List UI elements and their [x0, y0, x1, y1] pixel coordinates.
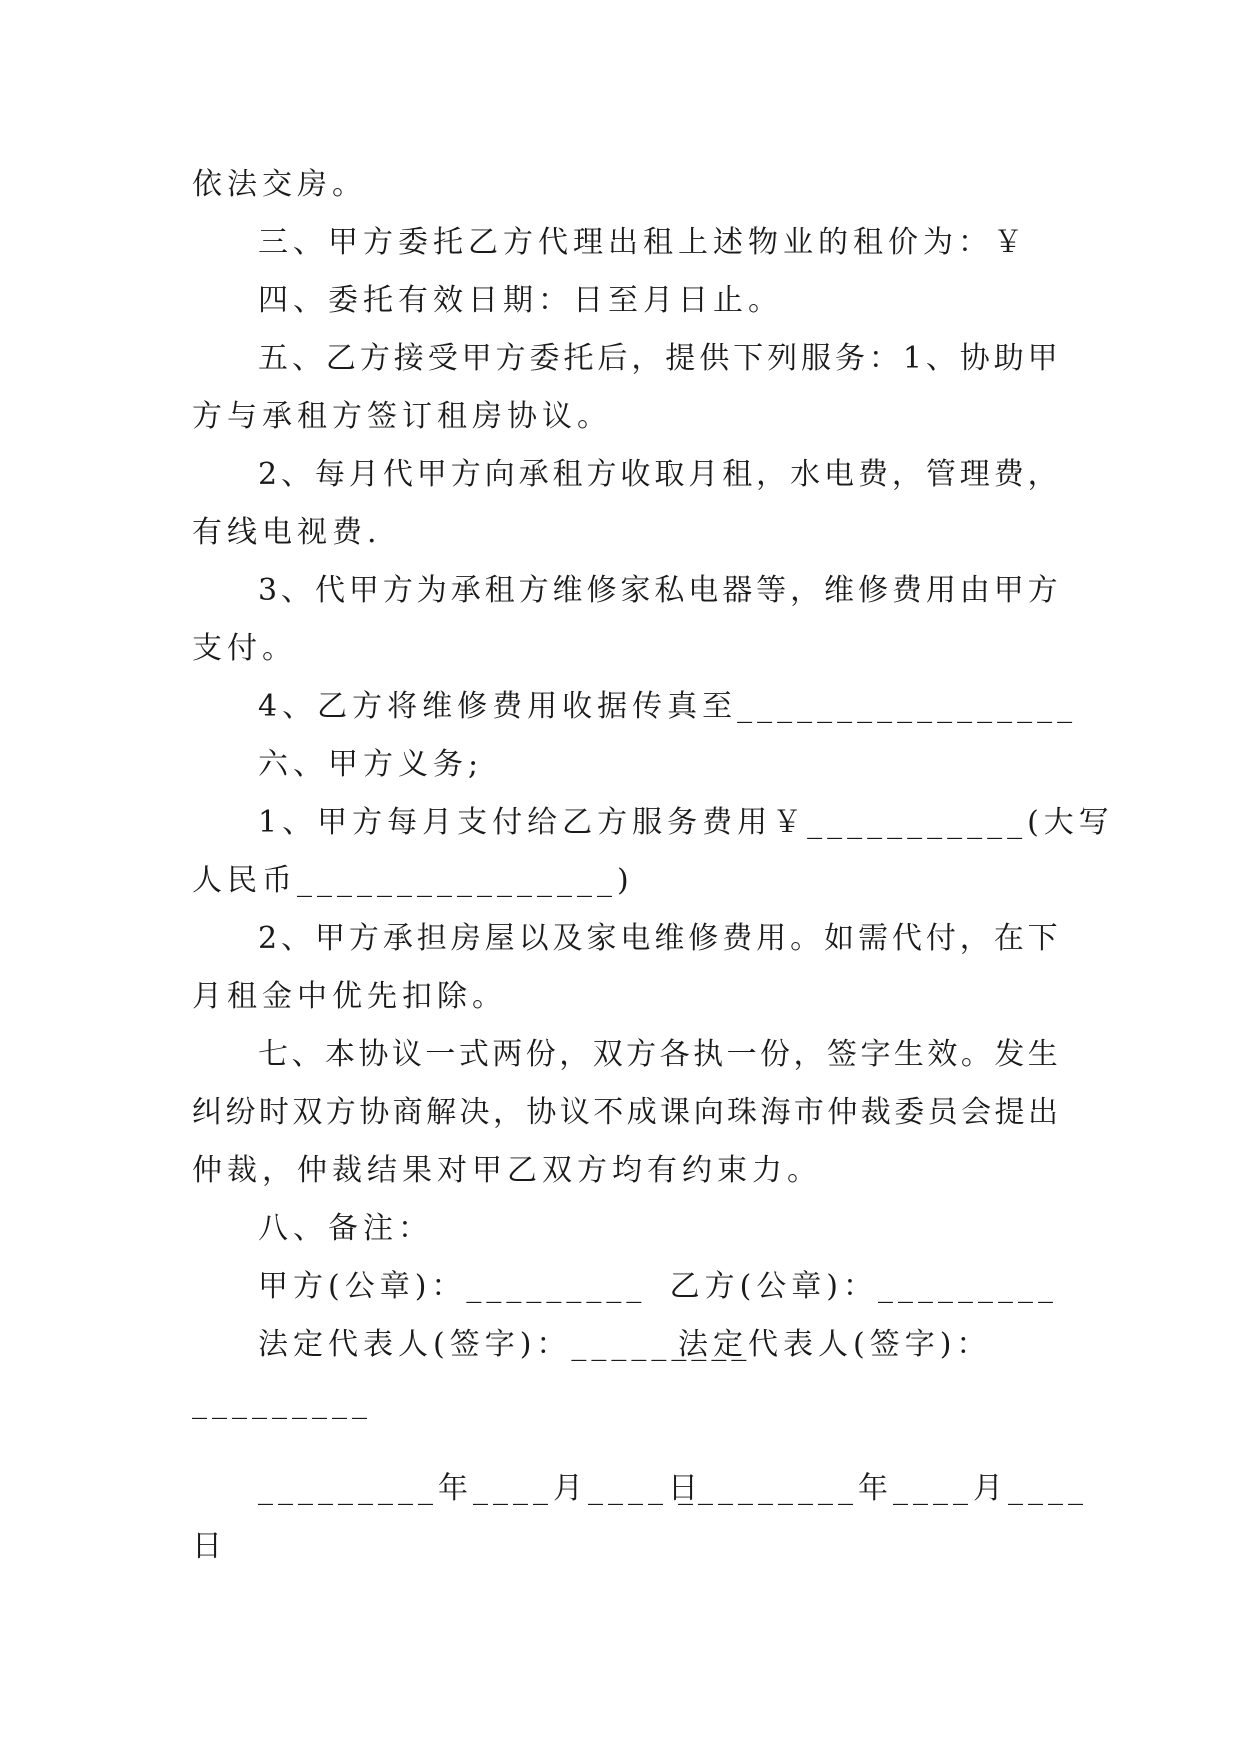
glyph: 纷	[225, 1095, 256, 1130]
glyph: 需	[857, 921, 888, 956]
glyph: 维	[654, 921, 685, 956]
glyph: 执	[693, 1037, 724, 1072]
glyph: 一	[726, 1037, 757, 1072]
glyph: 费	[891, 573, 922, 608]
glyph: 列	[767, 341, 798, 376]
glyph: 、	[291, 341, 322, 376]
glyph: 由	[959, 573, 990, 608]
glyph: 下	[1027, 921, 1058, 956]
glyph: 方	[450, 457, 481, 492]
glyph: 发	[994, 1037, 1025, 1072]
glyph: ，	[559, 1037, 590, 1072]
glyph: 提	[665, 341, 696, 376]
glyph: 一	[425, 1037, 456, 1072]
glyph: 如	[824, 921, 855, 956]
glyph: 式	[458, 1037, 489, 1072]
glyph: 为	[416, 573, 447, 608]
glyph: 不	[593, 1095, 624, 1130]
glyph: 修	[586, 573, 617, 608]
glyph: 、	[925, 341, 956, 376]
paragraph-line-justified	[192, 910, 1058, 968]
glyph: 屋	[484, 921, 515, 956]
date-row	[192, 1460, 1088, 1518]
glyph: 管	[925, 457, 956, 492]
paragraph-line: 人民币________________)	[192, 863, 634, 898]
paragraph-line: 月租金中优先扣除。	[192, 979, 507, 1014]
glyph: ，	[492, 1095, 523, 1130]
glyph: 费	[857, 457, 888, 492]
glyph: 甲	[1027, 341, 1058, 376]
glyph: 份	[525, 1037, 556, 1072]
glyph: 费	[993, 457, 1024, 492]
glyph: 、	[281, 921, 312, 956]
document-page	[192, 156, 1114, 1576]
glyph: 房	[450, 921, 481, 956]
paragraph-line: 仲裁，仲裁结果对甲乙双方均有约束力。	[192, 1153, 822, 1188]
glyph: 私	[654, 573, 685, 608]
glyph: 承	[382, 921, 413, 956]
glyph: 方	[348, 921, 379, 956]
party-b-representative-blank: _________	[192, 1385, 372, 1420]
glyph: ，	[756, 457, 787, 492]
glyph: 及	[552, 921, 583, 956]
glyph: 1	[902, 341, 922, 376]
party-b-date: _________年____月____	[678, 1471, 1088, 1506]
glyph: 协	[358, 1037, 389, 1072]
glyph: 成	[626, 1095, 657, 1130]
glyph: 委	[529, 341, 560, 376]
paragraph-line-justified	[192, 1084, 1058, 1142]
party-b-date-tail: 日	[192, 1529, 227, 1564]
party-b-seal: 乙方(公章)：_________	[669, 1269, 1058, 1304]
paragraph-line: 4、乙方将维修费用收据传真至_________________	[258, 689, 1078, 724]
glyph: ，	[959, 921, 990, 956]
glyph: 服	[801, 341, 831, 376]
glyph: 务	[834, 341, 865, 376]
paragraph-line-justified	[192, 1026, 1058, 1084]
glyph: 付	[925, 921, 956, 956]
seal-row	[192, 1258, 1058, 1316]
glyph: 费	[722, 921, 753, 956]
glyph: 本	[324, 1037, 355, 1072]
glyph: 维	[824, 573, 855, 608]
glyph: 托	[563, 341, 594, 376]
glyph: 方	[626, 1037, 657, 1072]
glyph: 电	[688, 573, 719, 608]
glyph: 份	[760, 1037, 791, 1072]
glyph: 供	[699, 341, 730, 376]
glyph: 租	[552, 457, 583, 492]
glyph: 员	[927, 1095, 958, 1130]
glyph: 方	[325, 1095, 356, 1130]
spacer	[192, 1432, 1058, 1460]
glyph: 、	[281, 457, 312, 492]
glyph: 海	[760, 1095, 791, 1130]
glyph: 代	[314, 573, 345, 608]
glyph: 甲	[416, 457, 447, 492]
glyph: 方	[359, 341, 390, 376]
glyph: 时	[258, 1095, 289, 1130]
glyph: 方	[495, 341, 526, 376]
glyph: 、	[281, 573, 312, 608]
glyph: 议	[391, 1037, 422, 1072]
paragraph-line: 支付。	[192, 631, 297, 666]
glyph: 甲	[993, 573, 1024, 608]
glyph: 承	[450, 573, 481, 608]
glyph: 字	[860, 1037, 891, 1072]
glyph: 、	[291, 1037, 322, 1072]
glyph: 议	[559, 1095, 590, 1130]
glyph: 向	[484, 457, 515, 492]
glyph: 课	[660, 1095, 691, 1130]
glyph: 协	[359, 1095, 390, 1130]
paragraph-line: 八、备注：	[258, 1211, 433, 1246]
representative-row	[192, 1316, 1058, 1374]
glyph: 家	[586, 921, 617, 956]
glyph: ，	[790, 573, 821, 608]
glyph: 市	[793, 1095, 824, 1130]
glyph: 月	[688, 457, 719, 492]
glyph: ：	[868, 341, 899, 376]
glyph: 提	[994, 1095, 1025, 1130]
paragraph-line: 三、甲方委托乙方代理出租上述物业的租价为：￥	[258, 225, 1028, 260]
glyph: 理	[959, 457, 990, 492]
glyph: 维	[552, 573, 583, 608]
glyph: 双	[592, 1037, 623, 1072]
glyph: 珠	[727, 1095, 757, 1130]
glyph: 方	[586, 457, 617, 492]
glyph: ，	[1027, 457, 1058, 492]
glyph: 3	[258, 573, 278, 608]
glyph: 七	[258, 1037, 288, 1072]
paragraph-line-justified	[192, 446, 1058, 504]
glyph: 向	[693, 1095, 724, 1130]
glyph: 接	[393, 341, 424, 376]
glyph: 出	[1027, 1095, 1058, 1130]
glyph: 生	[893, 1037, 924, 1072]
glyph: 每	[314, 457, 345, 492]
glyph: 双	[292, 1095, 323, 1130]
glyph: 后	[597, 341, 628, 376]
glyph: 水	[790, 457, 821, 492]
paragraph-line: 四、委托有效日期：日至月日止。	[258, 283, 783, 318]
glyph: 租	[722, 457, 753, 492]
glyph: 签	[826, 1037, 857, 1072]
glyph: 代	[891, 921, 922, 956]
glyph: 助	[993, 341, 1024, 376]
paragraph-line: 方与承租方签订租房协议。	[192, 399, 612, 434]
glyph: 。	[960, 1037, 991, 1072]
glyph: 。	[790, 921, 821, 956]
glyph: 方	[518, 573, 549, 608]
paragraph-line: 六、甲方义务;	[258, 747, 484, 782]
paragraph-line: 1、甲方每月支付给乙方服务费用￥___________(大写	[258, 805, 1114, 840]
glyph: 委	[894, 1095, 925, 1130]
glyph: 2	[258, 457, 278, 492]
glyph: 效	[927, 1037, 958, 1072]
glyph: 决	[459, 1095, 490, 1130]
glyph: 商	[392, 1095, 423, 1130]
glyph: 下	[733, 341, 764, 376]
glyph: ，	[631, 341, 662, 376]
glyph: 等	[756, 573, 787, 608]
glyph: 电	[824, 457, 855, 492]
glyph: 担	[416, 921, 447, 956]
glyph: 代	[382, 457, 413, 492]
glyph: 收	[620, 457, 651, 492]
glyph: 方	[382, 573, 413, 608]
party-a-representative: 法定代表人(签字)：_________	[258, 1327, 752, 1362]
glyph: 家	[620, 573, 651, 608]
paragraph-line: 依法交房。	[192, 167, 367, 202]
glyph: 修	[688, 921, 719, 956]
glyph: 协	[959, 341, 990, 376]
paragraph-line-justified	[192, 562, 1058, 620]
party-b-representative: 法定代表人(签字)：	[678, 1327, 992, 1362]
glyph: 会	[961, 1095, 992, 1130]
paragraph-line-justified	[192, 330, 1058, 388]
glyph: 生	[1027, 1037, 1058, 1072]
party-a-date: _________年____月____日	[258, 1471, 703, 1506]
glyph: 用	[925, 573, 956, 608]
glyph: 以	[518, 921, 549, 956]
glyph: 2	[258, 921, 278, 956]
glyph: 甲	[314, 921, 345, 956]
glyph: 修	[857, 573, 888, 608]
glyph: 仲	[827, 1095, 858, 1130]
party-a-seal: 甲方(公章)：_________	[258, 1269, 647, 1304]
glyph: 在	[993, 921, 1024, 956]
glyph: 乙	[325, 341, 356, 376]
glyph: 用	[756, 921, 787, 956]
glyph: 协	[526, 1095, 557, 1130]
glyph: 受	[427, 341, 458, 376]
glyph: 电	[620, 921, 651, 956]
glyph: 取	[654, 457, 685, 492]
glyph: 月	[348, 457, 379, 492]
paragraph-line: 有线电视费.	[192, 515, 382, 550]
glyph: 裁	[860, 1095, 891, 1130]
glyph: 五	[258, 341, 288, 376]
glyph: 甲	[461, 341, 492, 376]
glyph: 甲	[348, 573, 379, 608]
glyph: 租	[484, 573, 515, 608]
glyph: 两	[492, 1037, 523, 1072]
glyph: 器	[722, 573, 753, 608]
glyph: 解	[426, 1095, 457, 1130]
glyph: 承	[518, 457, 549, 492]
glyph: 各	[659, 1037, 690, 1072]
glyph: 纠	[192, 1095, 222, 1130]
glyph: ，	[793, 1037, 824, 1072]
glyph: 方	[1027, 573, 1058, 608]
glyph: ，	[891, 457, 922, 492]
